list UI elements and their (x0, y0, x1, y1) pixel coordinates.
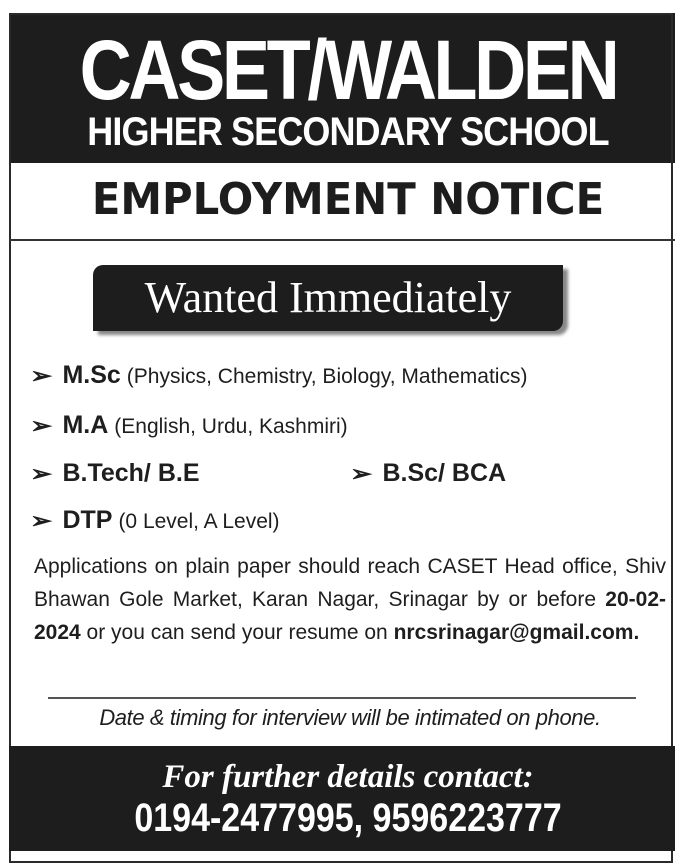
school-name: CASET/WALDEN (79, 23, 617, 117)
divider (48, 697, 636, 699)
school-type: HIGHER SECONDARY SCHOOL (87, 110, 609, 154)
position-subjects: (Physics, Chemistry, Biology, Mathematics) (126, 365, 528, 388)
position-subjects: (English, Urdu, Kashmiri) (114, 415, 348, 438)
arrow-icon: ➢ (30, 461, 53, 486)
application-text: Applications on plain paper should reach CASET Head office, Shiv Bhawan Gole Market, Karan Nagar, Srinagar by or before (34, 555, 666, 611)
position-degree: B.Tech/ B.E (62, 459, 200, 487)
position-degree: B.Sc/ BCA (382, 459, 507, 487)
divider (9, 239, 675, 241)
contact-phones[interactable]: 0194-2477995, 9596223777 (134, 796, 562, 840)
position-item (32, 458, 200, 489)
application-text-2: or you can send your resume on (80, 621, 394, 644)
position-item (32, 410, 348, 442)
position-degree: DTP (62, 506, 113, 534)
position-degree: M.A (62, 411, 109, 439)
position-item (352, 458, 506, 489)
position-item (32, 360, 527, 392)
arrow-icon: ➢ (30, 413, 53, 438)
arrow-icon: ➢ (30, 508, 53, 533)
notice-title: EMPLOYMENT NOTICE (91, 174, 605, 225)
position-degree: M.Sc (62, 361, 121, 389)
contact-label: For further details contact: (162, 759, 534, 795)
deadline-date: 20-02-2024 (34, 588, 666, 644)
email-link[interactable]: nrcsrinagar@gmail.com. (393, 621, 640, 644)
wanted-banner: Wanted Immediately (93, 265, 563, 331)
position-subjects: (0 Level, A Level) (118, 510, 280, 533)
arrow-icon: ➢ (30, 363, 53, 388)
application-instructions (34, 550, 666, 649)
interview-note: Date & timing for interview will be intimated on phone. (99, 705, 601, 730)
position-item (32, 505, 280, 537)
arrow-icon: ➢ (350, 461, 373, 486)
